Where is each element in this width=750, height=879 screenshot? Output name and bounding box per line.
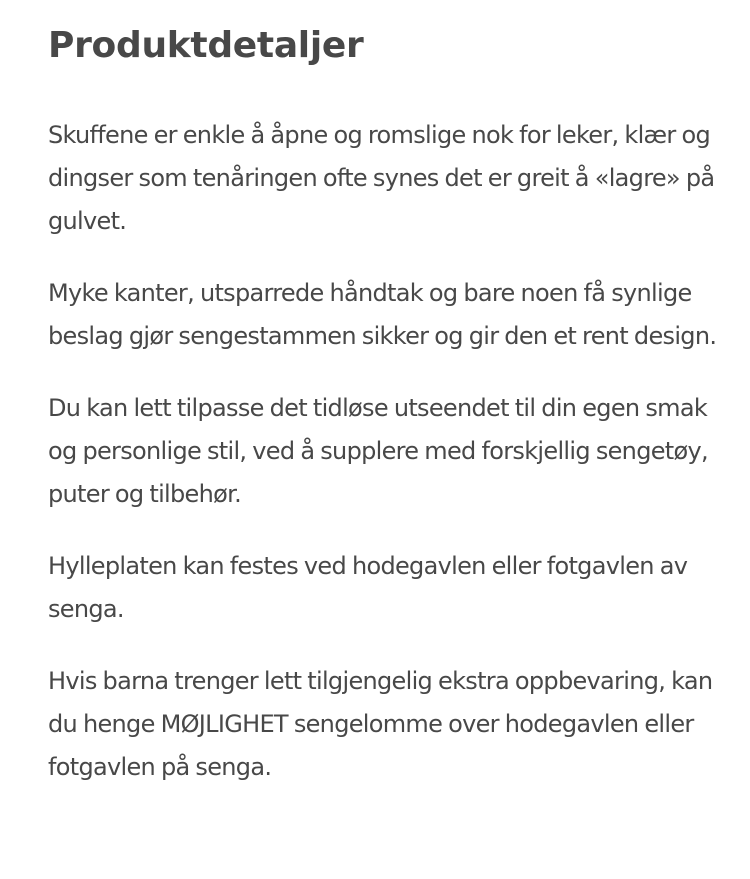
section-title: Produktdetaljer (48, 25, 364, 66)
product-details-section (48, 18, 728, 818)
paragraph-storage: Hvis barna trenger lett tilgjengelig ekstra oppbevaring, kan du henge MØJLIGHET sengelomme over hodegavlen eller fotgavlen på senga. (48, 667, 713, 781)
paragraph-drawers: Skuffene er enkle å åpne og romslige nok for leker, klær og dingser som tenåringen ofte synes det er greit å «lagre» på gulvet. (48, 121, 715, 235)
paragraph-shelf: Hylleplaten kan festes ved hodegavlen eller fotgavlen av senga. (48, 552, 688, 623)
paragraph-style: Du kan lett tilpasse det tidløse utseendet til din egen smak og personlige stil, ved å supplere med forskjellig sengetøy, puter og tilbehør. (48, 394, 708, 508)
paragraph-edges: Myke kanter, utsparrede håndtak og bare noen få synlige beslag gjør sengestammen sikker og gir den et rent design. (48, 279, 717, 350)
